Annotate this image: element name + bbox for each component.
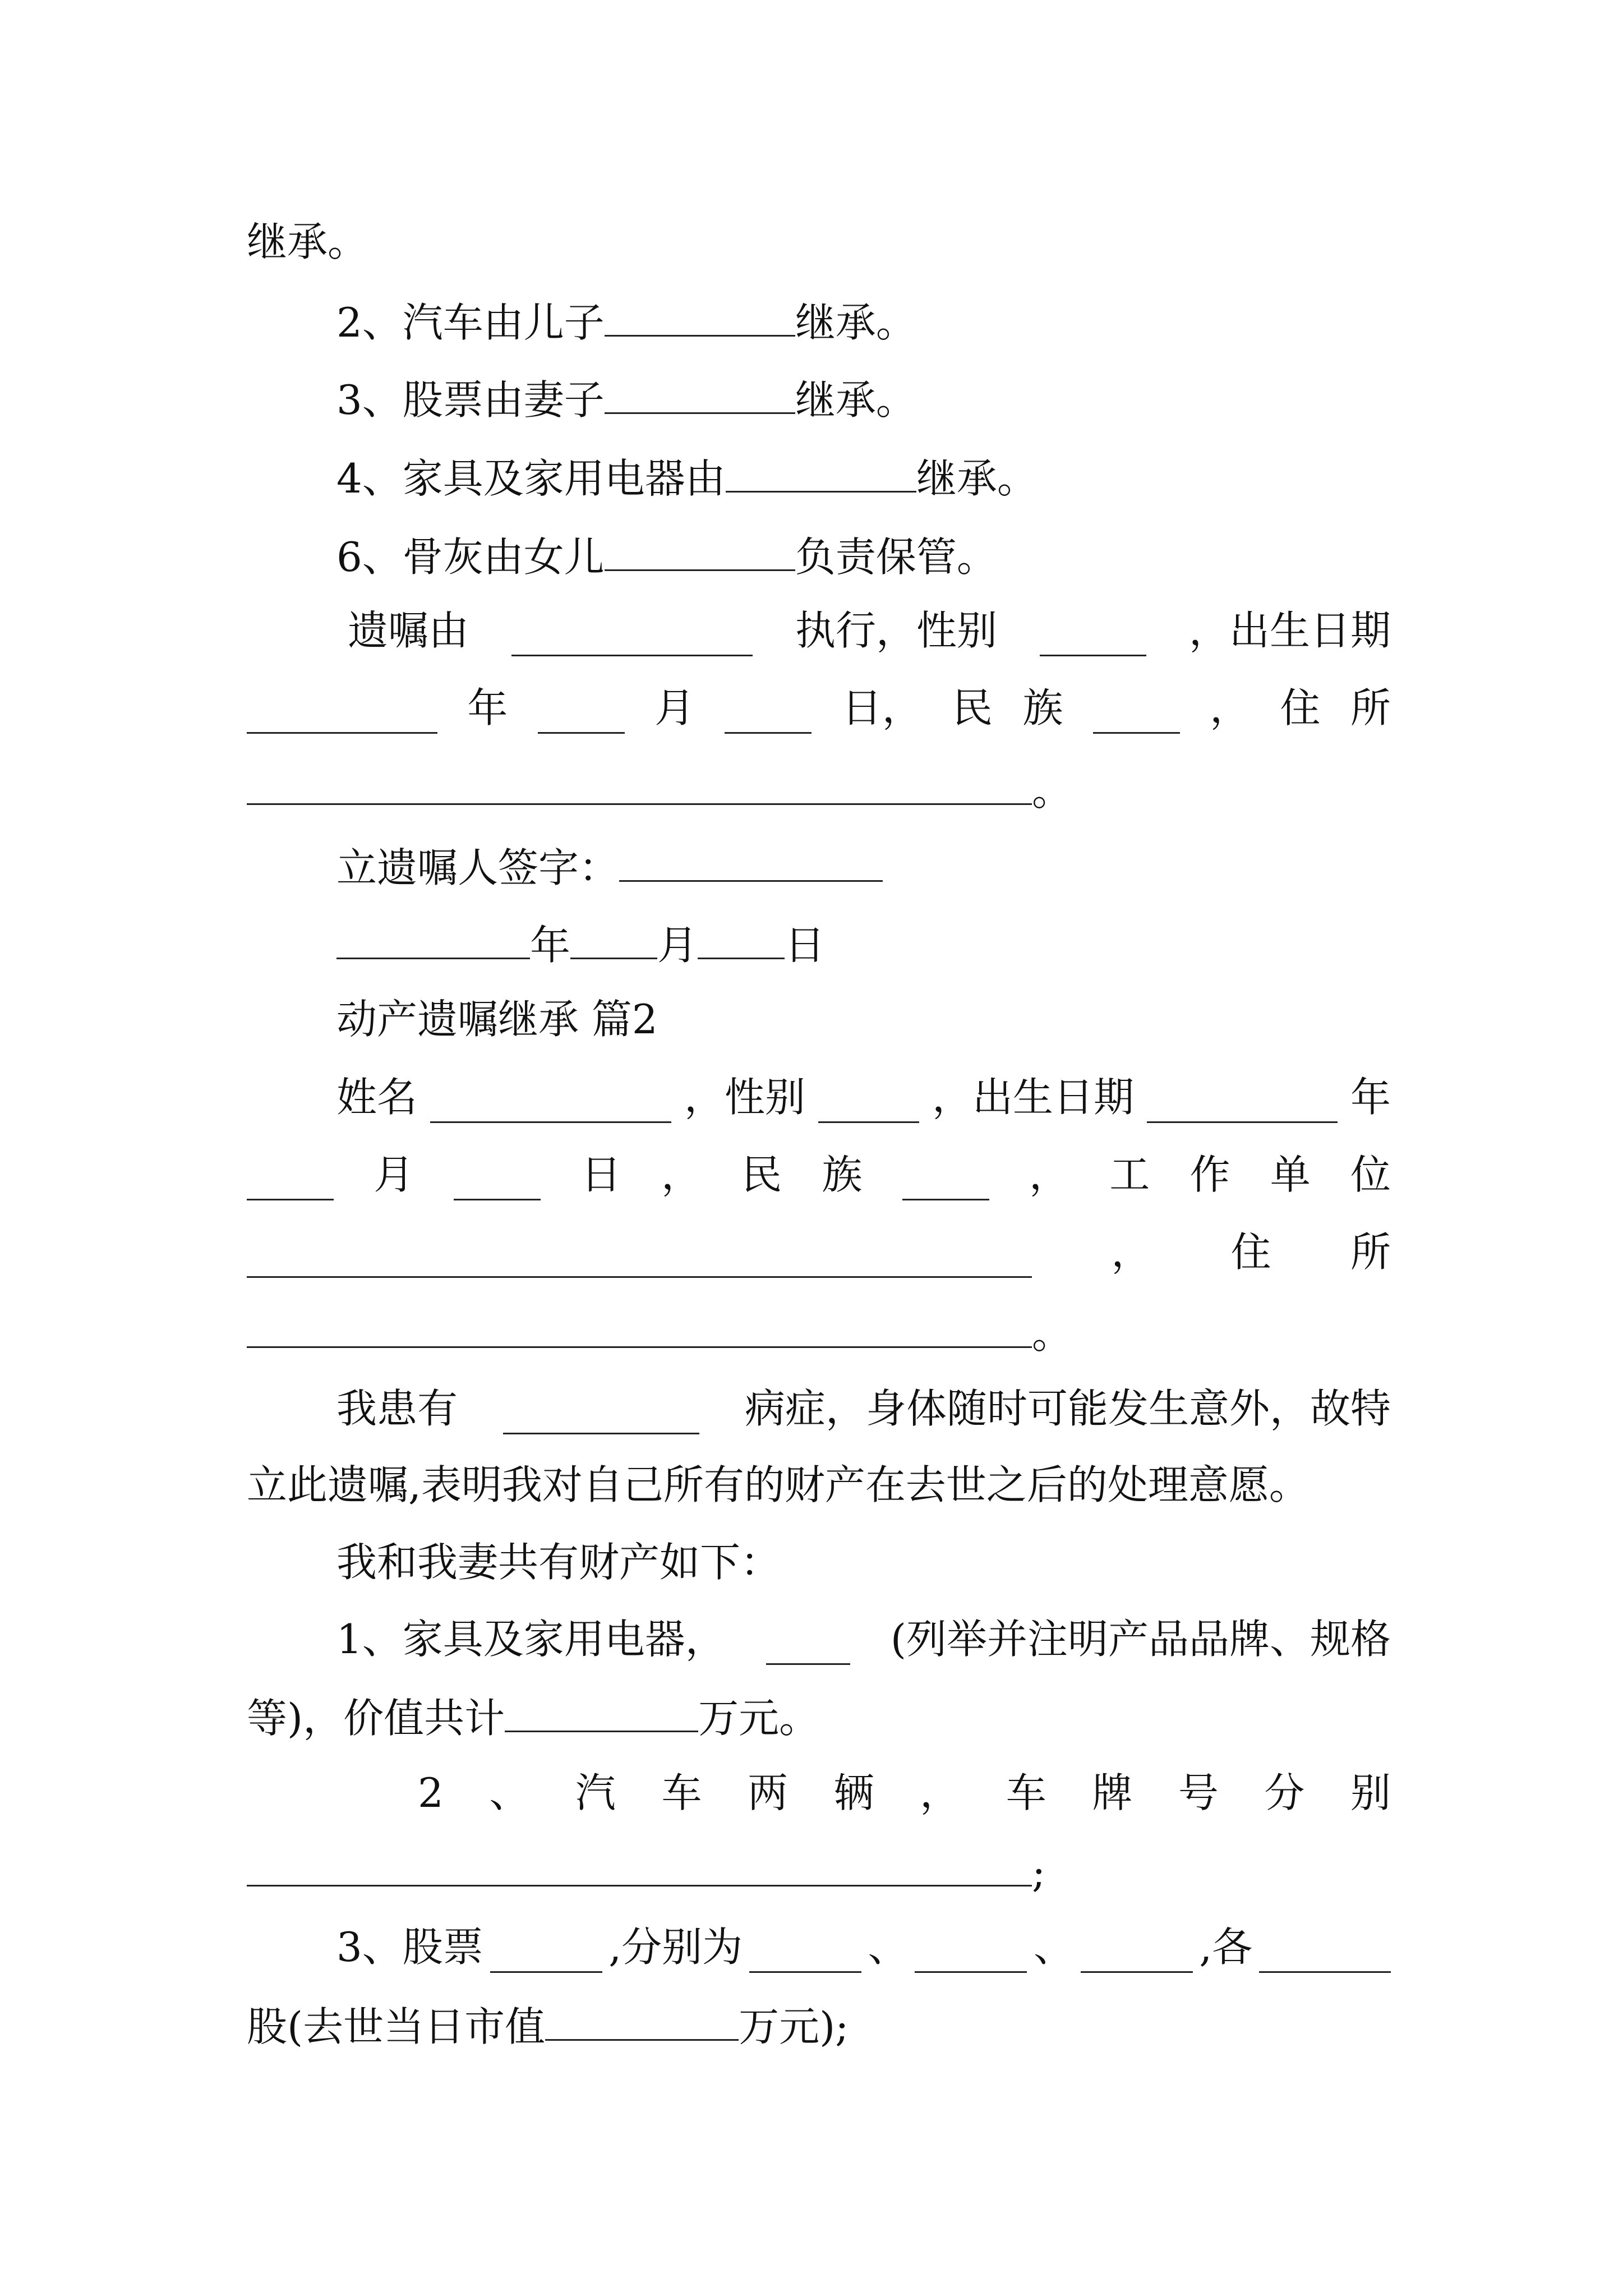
day-blank[interactable] (698, 917, 785, 959)
text: 所 (1350, 684, 1391, 731)
text-line (336, 1613, 1391, 1665)
month-blank[interactable] (247, 1158, 334, 1200)
text: 民 (741, 1151, 782, 1198)
text: 继承。 (795, 299, 916, 346)
text: 分 (1264, 1769, 1305, 1816)
text: 作 (1189, 1151, 1230, 1198)
text-line (336, 450, 1038, 502)
text-line (247, 1306, 1072, 1358)
month-blank[interactable] (570, 917, 657, 959)
text: 牌 (1092, 1769, 1133, 1816)
text: 车 (1006, 1769, 1046, 1816)
text-line (247, 216, 368, 268)
text: 2、汽车由儿子 (336, 299, 605, 346)
text: 1、家具及家用电器， (336, 1616, 726, 1663)
text: 两 (748, 1769, 789, 1816)
text: 。 (1032, 1310, 1073, 1358)
text: 3、股票 (336, 1924, 483, 1971)
text: 年 (530, 922, 571, 969)
text: ; (1032, 1849, 1046, 1896)
text: ， (1029, 1151, 1069, 1198)
text: ， (661, 1151, 702, 1198)
plate-number-blank[interactable] (247, 1844, 1032, 1887)
text: 我和我妻共有财产如下： (336, 1539, 781, 1586)
text: 日 (580, 1151, 621, 1198)
text: ，性别 (684, 1074, 805, 1121)
stock-name-blank[interactable] (1081, 1931, 1193, 1973)
text-line (336, 529, 997, 581)
illness-blank[interactable] (503, 1392, 699, 1434)
text-line (336, 917, 825, 969)
text: 住 (1280, 684, 1321, 731)
ethnicity-blank[interactable] (902, 1158, 989, 1200)
text-line (336, 840, 883, 891)
text-line (336, 1071, 1391, 1123)
text: 2 (418, 1769, 444, 1816)
value-blank[interactable] (505, 1690, 698, 1732)
text: 日 (785, 922, 826, 969)
text: 病症，身体随时可能发生意外，故特 (744, 1385, 1391, 1432)
text-line (348, 605, 1391, 656)
text: ，出生日期 (1188, 607, 1391, 654)
text: 、 (1033, 1924, 1074, 1971)
day-blank[interactable] (725, 692, 811, 734)
stock-name-blank[interactable] (749, 1931, 861, 1973)
text-line (336, 1921, 1391, 1973)
text-line (336, 1536, 781, 1588)
text: 继承。 (916, 455, 1038, 502)
text: 月 (654, 684, 695, 731)
blank-field[interactable] (605, 295, 795, 337)
text: 族 (822, 1151, 863, 1198)
text: 民 (952, 684, 993, 731)
market-value-blank[interactable] (545, 1999, 739, 2041)
text: 股(去世当日市值 (247, 2003, 546, 2050)
text-line (247, 682, 1391, 734)
text: 、 (489, 1769, 530, 1816)
text: 4、家具及家用电器由 (336, 455, 726, 502)
furniture-list-blank[interactable] (766, 1623, 850, 1665)
text: 月 (657, 922, 698, 969)
shares-blank[interactable] (1259, 1931, 1391, 1973)
text-line (336, 1383, 1391, 1434)
birth-year-blank[interactable] (1147, 1081, 1338, 1123)
text-line (247, 763, 1072, 815)
blank-field[interactable] (726, 450, 916, 493)
signature-blank[interactable] (619, 840, 883, 882)
text: 别 (1350, 1769, 1391, 1816)
text-line (418, 1767, 1391, 1819)
text-line (247, 1149, 1391, 1200)
text: 年 (467, 684, 508, 731)
text-line (247, 1226, 1391, 1278)
text: ， (1111, 1228, 1152, 1276)
text: 姓名 (336, 1074, 418, 1121)
text: 我患有 (336, 1385, 458, 1432)
text: ,各 (1199, 1924, 1253, 1971)
text: 号 (1178, 1769, 1219, 1816)
year-blank[interactable] (336, 917, 530, 959)
text: 等)，价值共计 (247, 1695, 505, 1742)
year-blank[interactable] (247, 692, 437, 734)
text: ， (1210, 684, 1251, 731)
text: 执行，性别 (795, 607, 997, 654)
blank-field[interactable] (605, 372, 795, 414)
text: 辆 (833, 1769, 874, 1816)
text: 立此遗嘱,表明我对自己所有的财产在去世之后的处理意愿。 (247, 1461, 1310, 1508)
text: 继承。 (795, 376, 916, 424)
text-line (247, 1459, 1310, 1511)
ethnicity-blank[interactable] (1093, 692, 1180, 734)
text: 工 (1109, 1151, 1150, 1198)
address-blank[interactable] (247, 1306, 1032, 1348)
workplace-blank[interactable] (247, 1236, 1032, 1278)
text: 住 (1230, 1228, 1271, 1276)
text: 汽 (575, 1769, 616, 1816)
stock-blank[interactable] (490, 1931, 602, 1973)
text: 位 (1350, 1151, 1391, 1198)
text: 月 (374, 1151, 414, 1198)
month-blank[interactable] (538, 692, 625, 734)
text: 。 (1032, 767, 1073, 815)
text: 立遗嘱人签字： (336, 844, 620, 891)
text: 车 (661, 1769, 702, 1816)
executor-blank[interactable] (511, 614, 753, 656)
text: 族 (1022, 684, 1063, 731)
gender-blank[interactable] (818, 1081, 919, 1123)
text: ， (920, 1769, 961, 1816)
text: 遗嘱由 (348, 607, 469, 654)
text: ，出生日期 (932, 1074, 1134, 1121)
text-line (247, 1999, 849, 2050)
blank-field[interactable] (605, 529, 795, 571)
text: 单 (1270, 1151, 1311, 1198)
stock-name-blank[interactable] (915, 1931, 1027, 1973)
name-blank[interactable] (430, 1081, 671, 1123)
text: 、 (868, 1924, 909, 1971)
section-heading (336, 993, 658, 1045)
text: 万元。 (698, 1695, 820, 1742)
text-line (336, 295, 916, 346)
text: (列举并注明产品品牌、规格 (890, 1616, 1391, 1663)
text-line (247, 1690, 819, 1742)
text: 年 (1350, 1074, 1391, 1121)
text: ,分别为 (608, 1924, 743, 1971)
text: 3、股票由妻子 (336, 376, 605, 424)
text: 万元); (739, 2003, 849, 2050)
text: 日， (841, 684, 923, 731)
text-line (336, 372, 916, 424)
address-blank[interactable] (247, 763, 1032, 805)
text-line (247, 1844, 1045, 1896)
gender-blank[interactable] (1040, 614, 1146, 656)
text: 继承。 (247, 218, 368, 265)
day-blank[interactable] (454, 1158, 541, 1200)
heading-text: 动产遗嘱继承 篇2 (336, 996, 658, 1043)
text: 6、骨灰由女儿 (336, 533, 605, 581)
text: 负责保管。 (795, 533, 997, 581)
text: 所 (1350, 1228, 1391, 1276)
